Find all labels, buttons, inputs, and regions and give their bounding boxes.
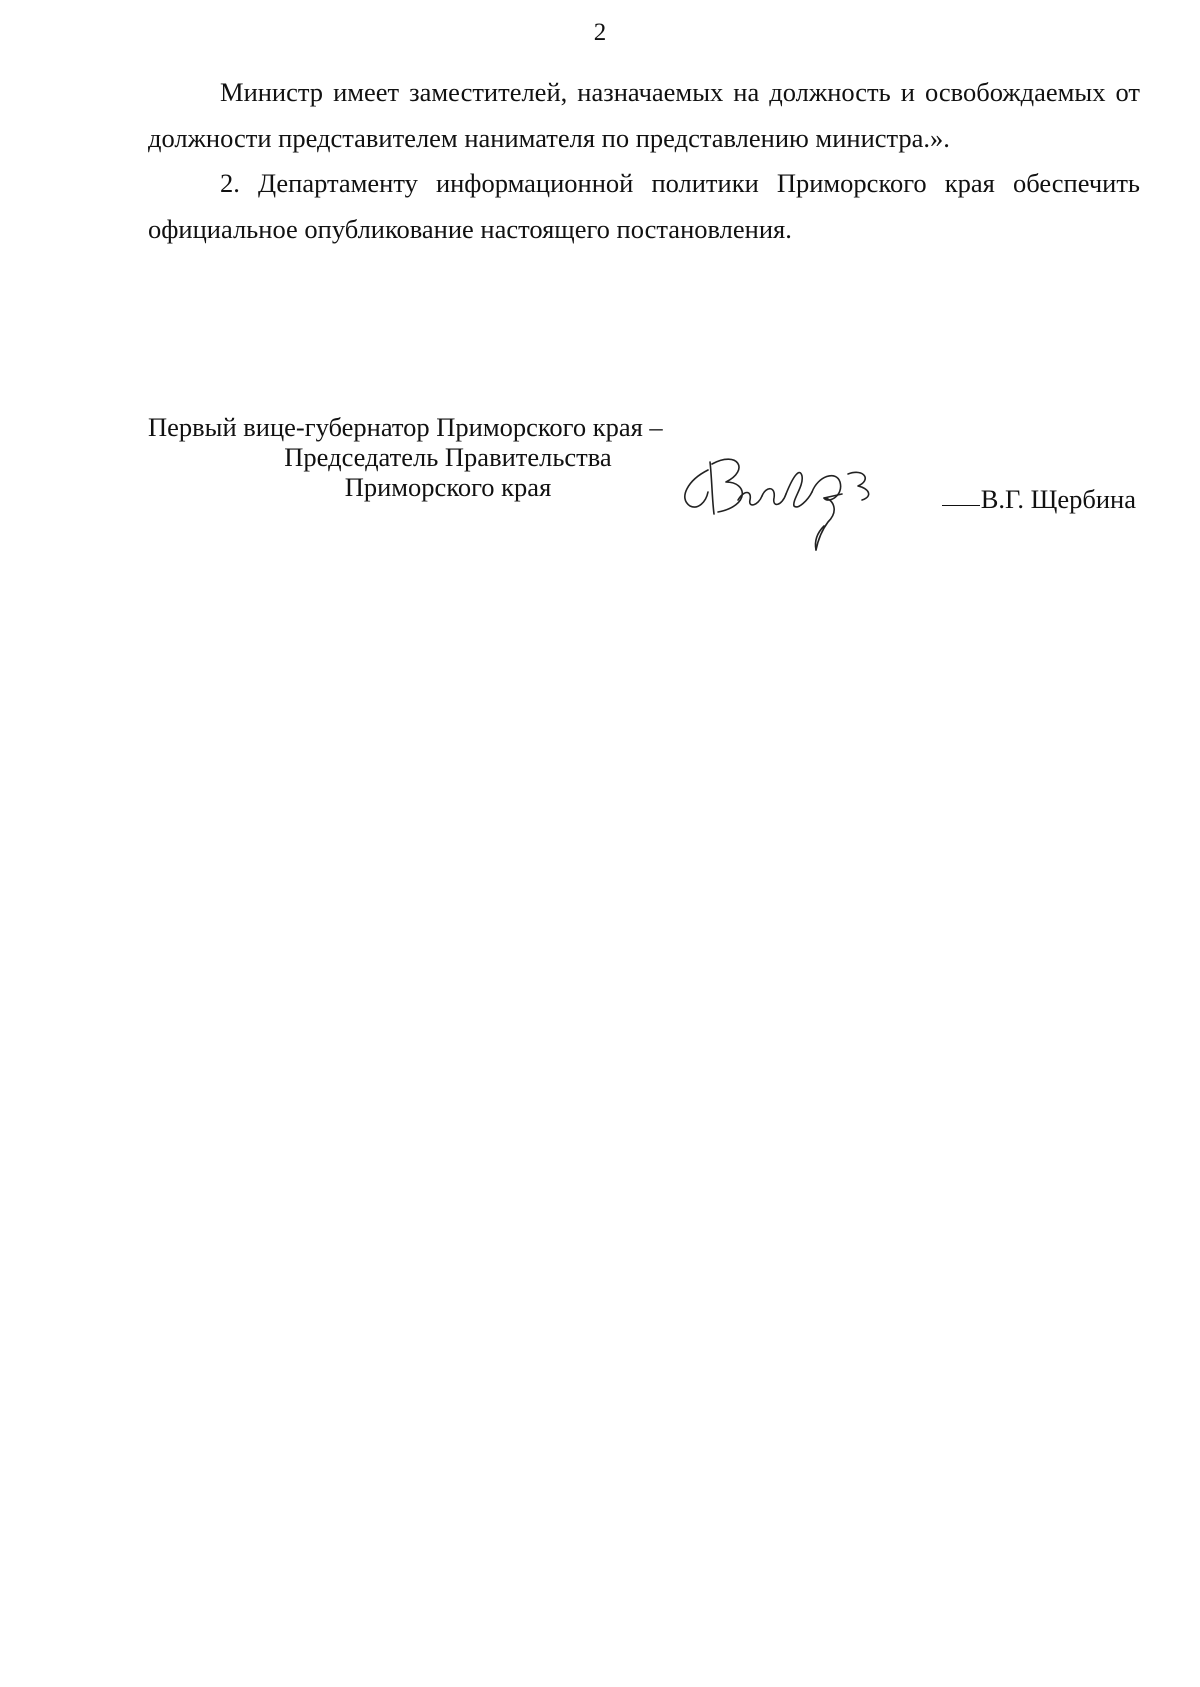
document-body: [148, 70, 1140, 252]
signatory-name: В.Г. Щербина: [980, 484, 1136, 514]
signatory-title-line-2: Председатель Правительства: [284, 442, 612, 472]
signature-block: [148, 412, 1140, 562]
paragraph-deputy-ministers: Министр имеет заместителей, назначаемых на должность и освобождаемых от должности представителем нанимателя по представлению министра.».: [148, 77, 1140, 153]
signatory-title: [148, 412, 748, 502]
paragraph-publication-order: 2. Департаменту информационной политики Приморского края обеспечить официальное опубликование настоящего постановления.: [148, 168, 1140, 244]
signatory-title-line-1: Первый вице-губернатор Приморского края –: [148, 412, 663, 442]
handwritten-signature: [668, 440, 898, 560]
signature-underline: [942, 505, 980, 506]
signatory-title-line-3: Приморского края: [344, 472, 552, 502]
signatory-name-line: [942, 484, 1136, 514]
page-number: 2: [593, 19, 607, 46]
